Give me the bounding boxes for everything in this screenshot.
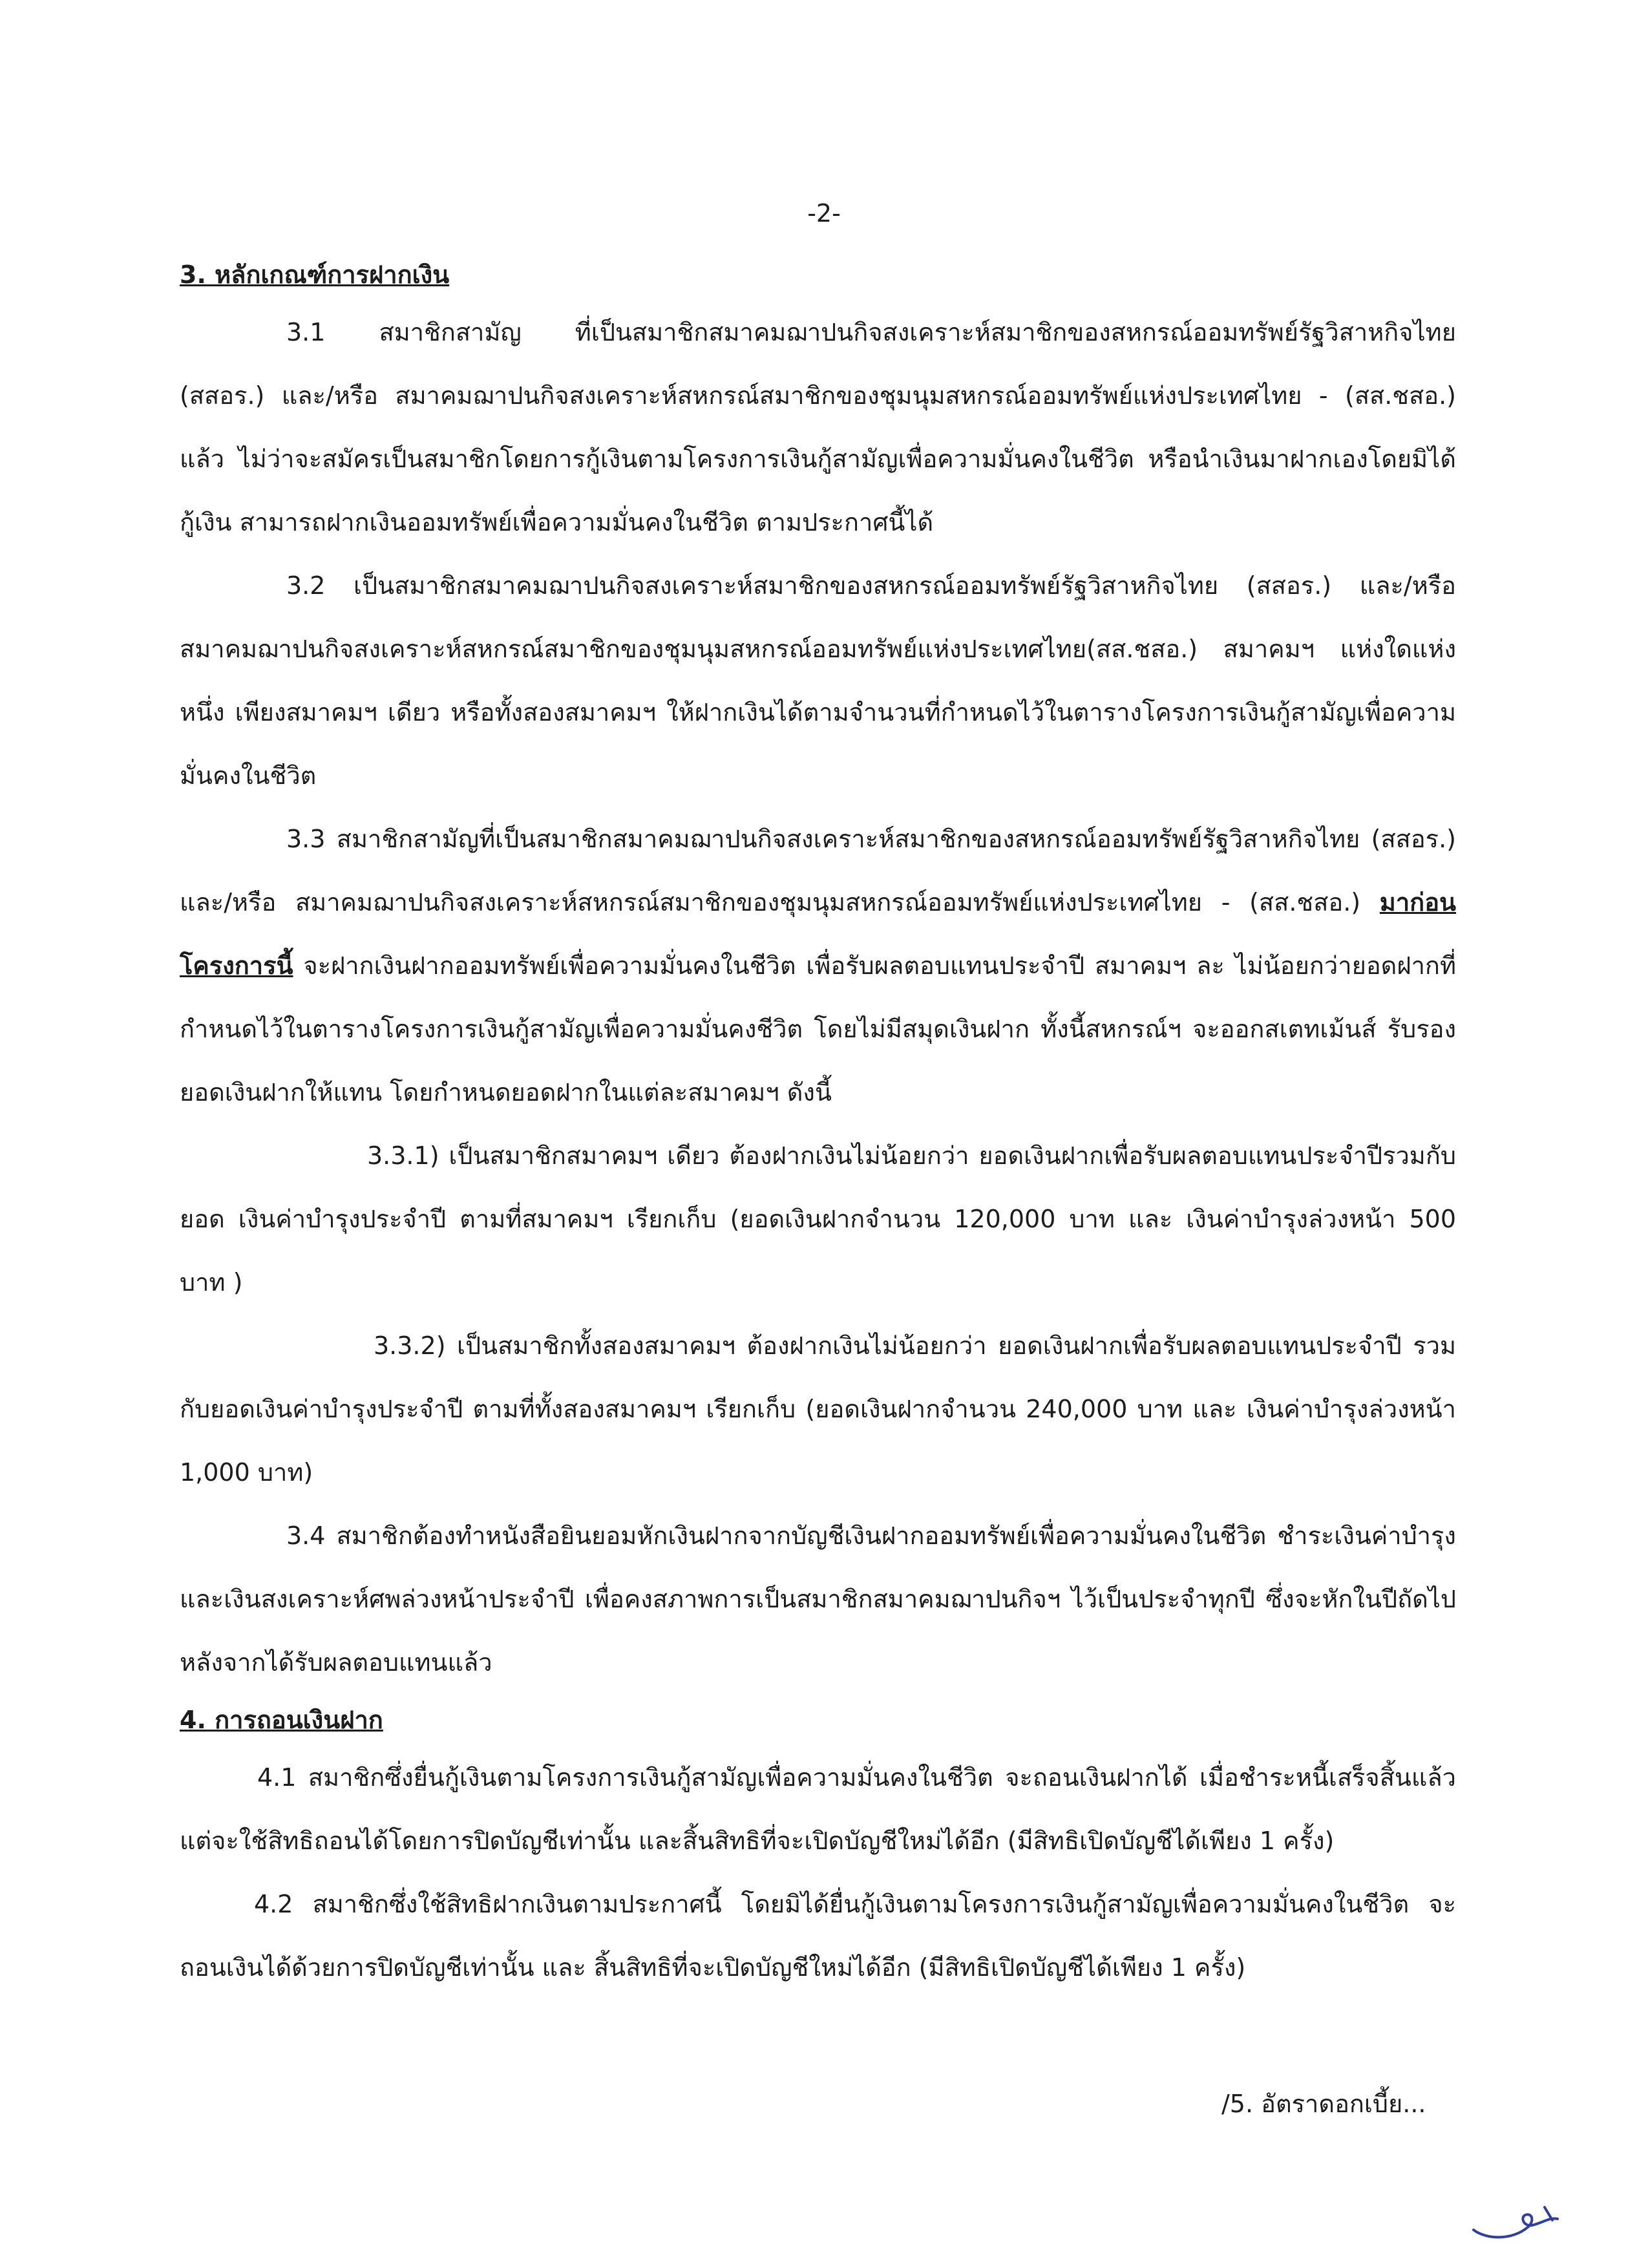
clause-3-4: 3.4 สมาชิกต้องทำหนังสือยินยอมหักเงินฝากจากบัญชีเงินฝากออมทรัพย์เพื่อความมั่นคงในชีวิต ชำระเงินค่าบำรุงและเงินสงเคราะห์ศพล่วงหน้าประจำปี เพื่อคงสภาพการเป็นสมาชิกสมาคมฌาปนกิจฯ ไว้เป็นประจำทุกปี ซึ่งจะหักในปีถัดไปหลังจากได้รับผลตอบแทนแล้ว	[180, 1521, 1456, 1677]
page-number: -2-	[807, 199, 841, 228]
clause-3-3-text-end: จะฝากเงินฝากออมทรัพย์เพื่อความมั่นคงในชีวิต เพื่อรับผลตอบแทนประจำปี สมาคมฯ ละ ไม่น้อยกว่ายอดฝากที่กำหนดไว้ในตารางโครงการเงินกู้สามัญเพื่อความมั่นคงชีวิต โดยไม่มีสมุดเงินฝาก ทั้งนี้สหกรณ์ฯ จะออกสเตทเม้นส์ รับรองยอดเงินฝากให้แทน โดยกำหนดยอดฝากในแต่ละสมาคมฯ ดังนี้	[180, 951, 1456, 1107]
clause-3-3-2: 3.3.2) เป็นสมาชิกทั้งสองสมาคมฯ ต้องฝากเงินไม่น้อยกว่า ยอดเงินฝากเพื่อรับผลตอบแทนประจำปี รวมกับยอดเงินค่าบำรุงประจำปี ตามที่ทั้งสองสมาคมฯ เรียกเก็บ (ยอดเงินฝากจำนวน 240,000 บาท และ เงินค่าบำรุงล่วงหน้า 1,000 บาท)	[180, 1331, 1456, 1487]
clause-3-2: 3.2 เป็นสมาชิกสมาคมฌาปนกิจสงเคราะห์สมาชิกของสหกรณ์ออมทรัพย์รัฐวิสาหกิจไทย (สสอร.) และ/หรือ สมาคมฌาปนกิจสงเคราะห์สหกรณ์สมาชิกของชุมนุมสหกรณ์ออมทรัพย์แห่งประเทศไทย(สส.ชสอ.) สมาคมฯ แห่งใดแห่งหนึ่ง เพียงสมาคมฯ เดียว หรือทั้งสองสมาคมฯ ให้ฝากเงินได้ตามจำนวนที่กำหนดไว้ในตารางโครงการเงินกู้สามัญเพื่อความมั่นคงในชีวิต	[180, 571, 1456, 790]
clause-3-3-emphasis: มาก่อนโครงการนี้	[180, 888, 1456, 980]
section-4-heading: 4. การถอนเงินฝาก	[180, 1706, 383, 1734]
clause-3-3-text-start: 3.3 สมาชิกสามัญที่เป็นสมาชิกสมาคมฌาปนกิจสงเคราะห์สมาชิกของสหกรณ์ออมทรัพย์รัฐวิสาหกิจไทย (สสอร.) และ/หรือ สมาคมฌาปนกิจสงเคราะห์สหกรณ์สมาชิกของชุมนุมสหกรณ์ออมทรัพย์แห่งประเทศไทย - (สส.ชสอ.)	[180, 825, 1456, 917]
clause-4-1: 4.1 สมาชิกซึ่งยื่นกู้เงินตามโครงการเงินกู้สามัญเพื่อความมั่นคงในชีวิต จะถอนเงินฝากได้ เมื่อชำระหนี้เสร็จสิ้นแล้ว แต่จะใช้สิทธิถอนได้โดยการปิดบัญชีเท่านั้น และสิ้นสิทธิที่จะเปิดบัญชีใหม่ได้อีก (มีสิทธิเปิดบัญชีได้เพียง 1 ครั้ง)	[180, 1763, 1456, 1855]
clause-3-3-1: 3.3.1) เป็นสมาชิกสมาคมฯ เดียว ต้องฝากเงินไม่น้อยกว่า ยอดเงินฝากเพื่อรับผลตอบแทนประจำปีรวมกับยอด เงินค่าบำรุงประจำปี ตามที่สมาคมฯ เรียกเก็บ (ยอดเงินฝากจำนวน 120,000 บาท และ เงินค่าบำรุงล่วงหน้า 500 บาท )	[180, 1141, 1457, 1297]
clause-4-2: 4.2 สมาชิกซึ่งใช้สิทธิฝากเงินตามประกาศนี้ โดยมิได้ยื่นกู้เงินตามโครงการเงินกู้สามัญเพื่อความมั่นคงในชีวิต จะถอนเงินได้ด้วยการปิดบัญชีเท่านั้น และ สิ้นสิทธิที่จะเปิดบัญชีใหม่ได้อีก (มีสิทธิเปิดบัญชีได้เพียง 1 ครั้ง)	[180, 1890, 1456, 1982]
continuation-note: /5. อัตราดอกเบี้ย...	[1221, 2090, 1426, 2118]
clause-3-1: 3.1 สมาชิกสามัญ ที่เป็นสมาชิกสมาคมฌาปนกิจสงเคราะห์สมาชิกของสหกรณ์ออมทรัพย์รัฐวิสาหกิจไทย (สสอร.) และ/หรือ สมาคมฌาปนกิจสงเคราะห์สหกรณ์สมาชิกของชุมนุมสหกรณ์ออมทรัพย์แห่งประเทศไทย - (สส.ชสอ.) แล้ว ไม่ว่าจะสมัครเป็นสมาชิกโดยการกู้เงินตามโครงการเงินกู้สามัญเพื่อความมั่นคงในชีวิต หรือนำเงินมาฝากเองโดยมิได้กู้เงิน สามารถฝากเงินออมทรัพย์เพื่อความมั่นคงในชีวิต ตามประกาศนี้ได้	[180, 318, 1456, 536]
signature-initial-icon	[1467, 2194, 1564, 2246]
document-body	[180, 249, 1456, 1999]
section-3-heading: 3. หลักเกณฑ์การฝากเงิน	[180, 260, 450, 289]
clause-3-3	[180, 807, 1456, 1124]
